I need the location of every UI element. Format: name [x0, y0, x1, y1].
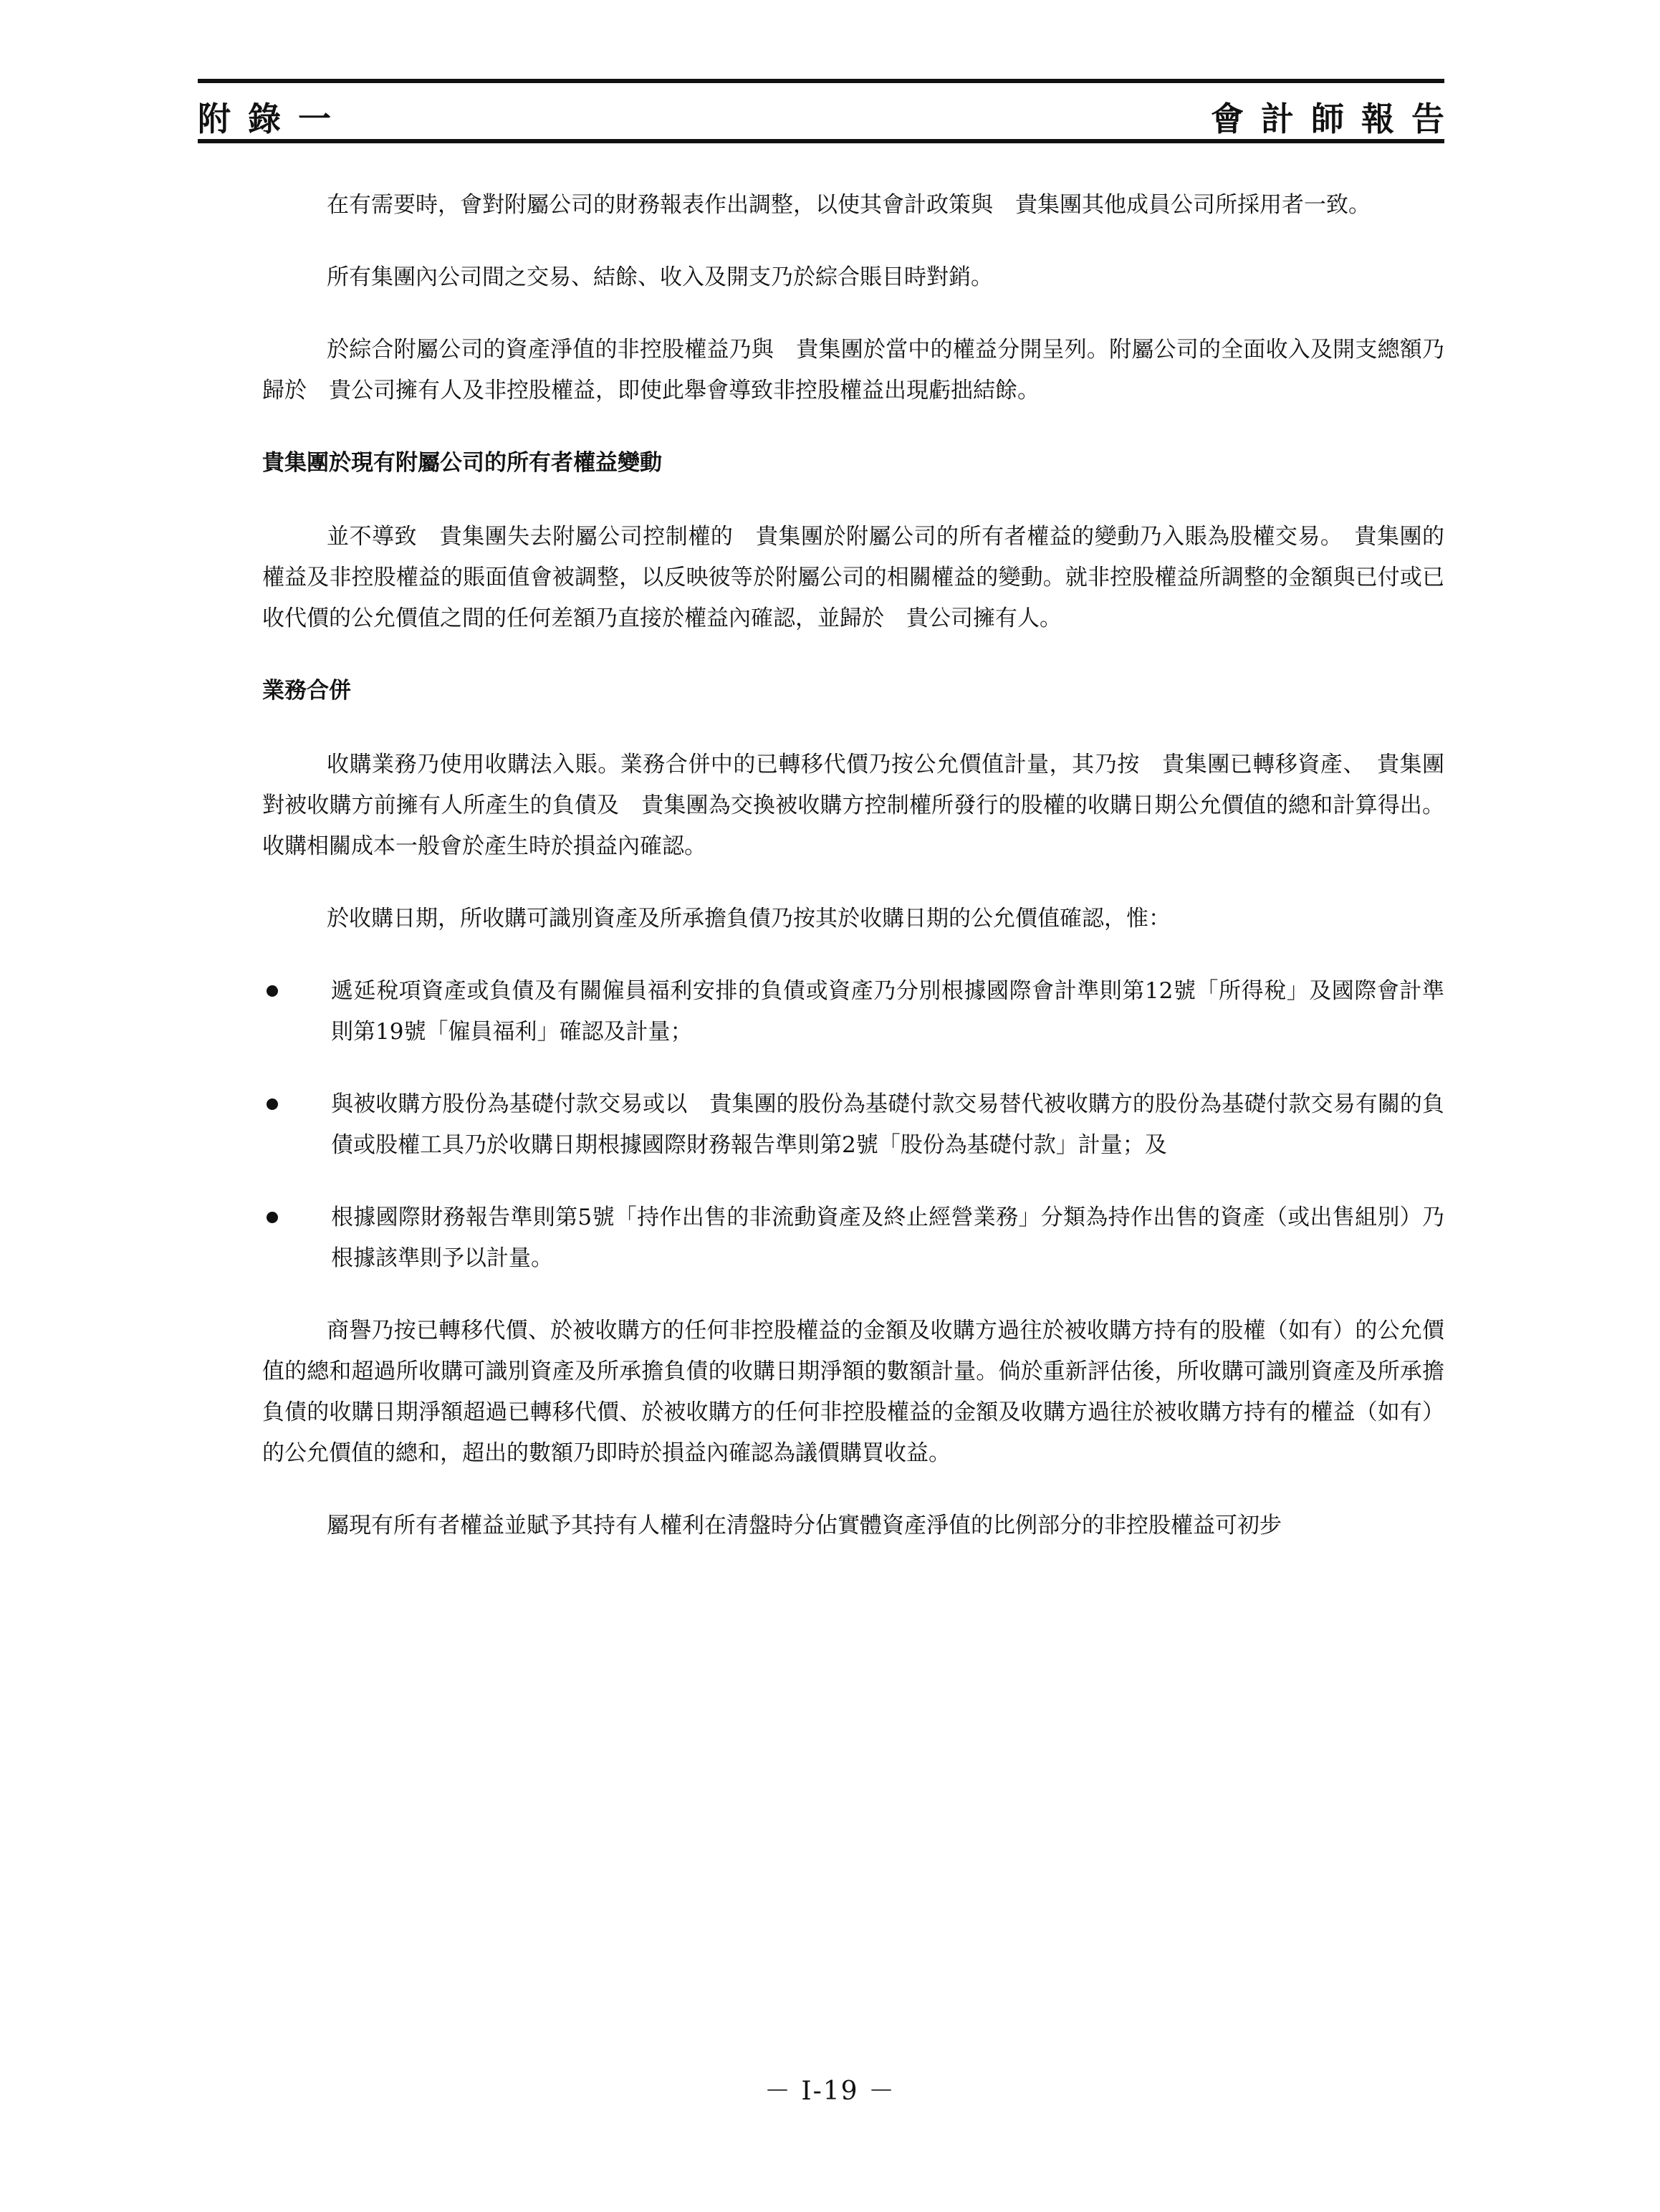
page-number: － I-19 －: [764, 2077, 896, 2106]
page-header: [198, 79, 1462, 143]
list-item-text: 與被收購方股份為基礎付款交易或以 貴集團的股份為基礎付款交易替代被收購方的股份為基礎付款交易有關的負債或股權工具乃於收購日期根據國際財務報告準則第2號「股份為基礎付款」計量；及: [331, 1091, 1444, 1158]
list-item: [262, 971, 1444, 1053]
document-body: [262, 185, 1444, 1578]
list-item: [262, 1084, 1444, 1166]
header-appendix-title: 附錄一: [198, 100, 348, 138]
header-section-title: 會計師報告: [1211, 100, 1462, 138]
paragraph-goodwill: 商譽乃按已轉移代價、於被收購方的任何非控股權益的金額及收購方過往於被收購方持有的股權（如有）的公允價值的總和超過所收購可識別資產及所承擔負債的收購日期淨額的數額計量。倘於重新評估後，所收購可識別資產及所承擔負債的收購日期淨額超過已轉移代價、於被收購方的任何非控股權益的金額及收購方過往於被收購方持有的權益（如有）的公允價值的總和，超出的數額乃即時於損益內確認為議價購買收益。: [262, 1318, 1444, 1466]
paragraph-non-controlling: 於綜合附屬公司的資產淨值的非控股權益乃與 貴集團於當中的權益分開呈列。附屬公司的全面收入及開支總額乃歸於 貴公司擁有人及非控股權益，即使此舉會導致非控股權益出現虧拙結餘。: [262, 337, 1444, 403]
paragraph-adjustments: 在有需要時，會對附屬公司的財務報表作出調整，以使其會計政策與 貴集團其他成員公司所採用者一致。: [327, 192, 1371, 218]
paragraph-non-controlling-initial: 屬現有所有者權益並賦予其持有人權利在清盤時分佔實體資產淨值的比例部分的非控股權益可初步: [327, 1513, 1282, 1538]
bullet-icon: [267, 985, 278, 997]
paragraph-ownership-changes: 並不導致 貴集團失去附屬公司控制權的 貴集團於附屬公司的所有者權益的變動乃入賬為股權交易。 貴集團的權益及非控股權益的賬面值會被調整，以反映彼等於附屬公司的相關權益的變動。就非控股權益所調整的金額與已付或已收代價的公允價值之間的任何差額乃直接於權益內確認，並歸於 貴公司擁有人。: [262, 524, 1444, 631]
paragraph-intragroup: 所有集團內公司間之交易、結餘、收入及開支乃於綜合賬目時對銷。: [327, 264, 993, 290]
section-heading-ownership-changes: 貴集團於現有附屬公司的所有者權益變動: [262, 450, 662, 476]
paragraph-recognition-exceptions: 於收購日期，所收購可識別資產及所承擔負債乃按其於收購日期的公允價值確認，惟：: [327, 906, 1171, 932]
list-item-text: 根據國際財務報告準則第5號「持作出售的非流動資產及終止經營業務」分類為持作出售的資產（或出售組別）乃根據該準則予以計量。: [331, 1205, 1444, 1271]
list-item-text: 遞延稅項資產或負債及有關僱員福利安排的負債或資產乃分別根據國際會計準則第12號「所得稅」及國際會計準則第19號「僱員福利」確認及計量；: [331, 978, 1444, 1045]
paragraph-acquisition-method: 收購業務乃使用收購法入賬。業務合併中的已轉移代價乃按公允價值計量，其乃按 貴集團已轉移資產、 貴集團對被收購方前擁有人所產生的負債及 貴集團為交換被收購方控制權所發行的股權的收購日期公允價值的總和計算得出。收購相關成本一般會於產生時於損益內確認。: [262, 752, 1444, 859]
bullet-icon: [267, 1098, 278, 1110]
bullet-icon: [267, 1212, 278, 1223]
exceptions-list: [262, 971, 1444, 1279]
section-heading-business-combinations: 業務合併: [262, 678, 351, 704]
list-item: [262, 1197, 1444, 1279]
